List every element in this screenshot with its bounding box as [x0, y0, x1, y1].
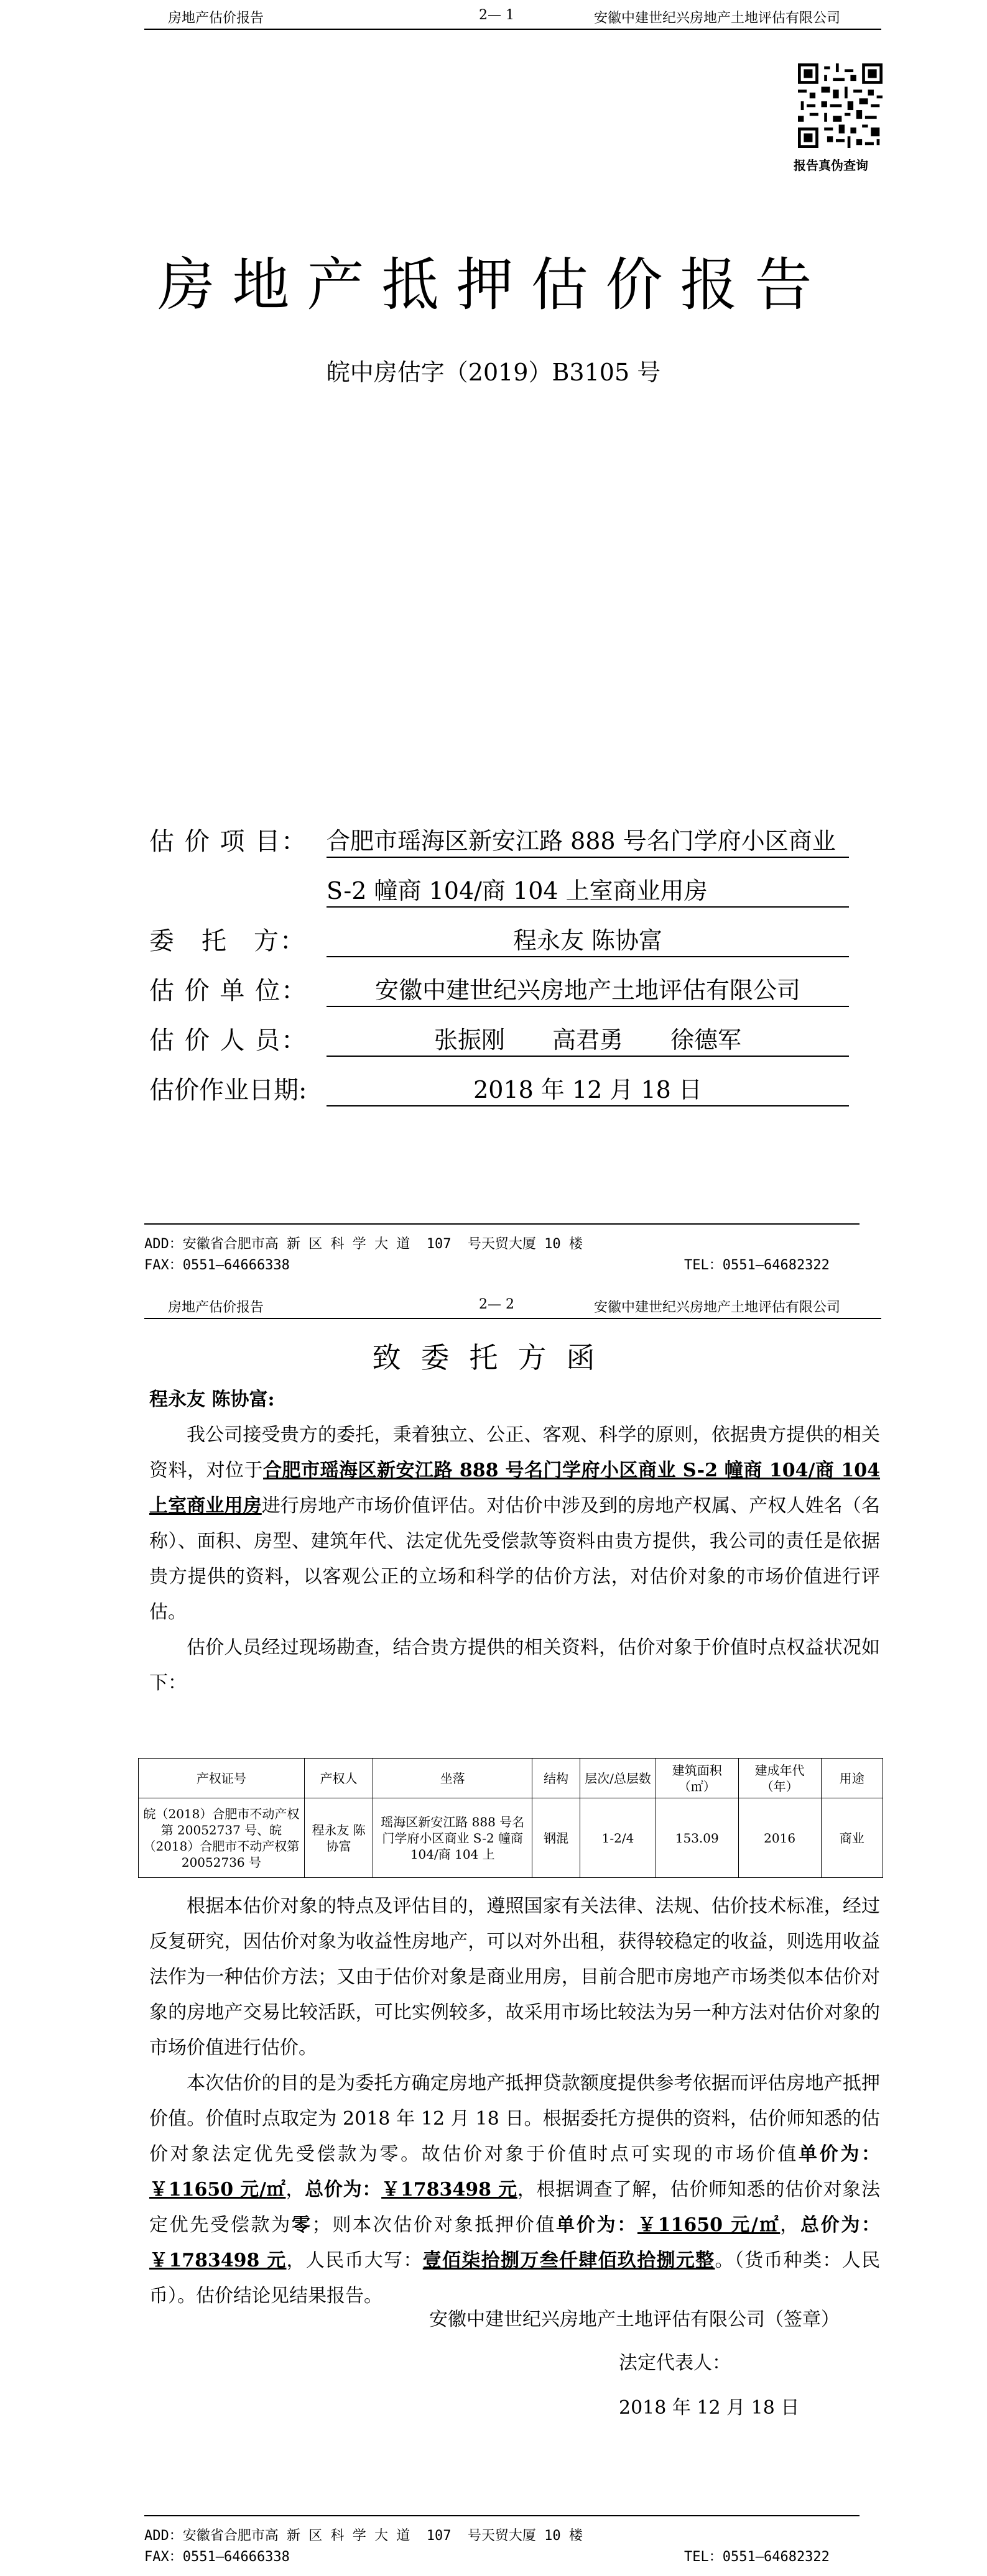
capital-amount: 壹佰柒拾捌万叁仟肆佰玖拾捌元整: [422, 2250, 715, 2271]
total-price: ￥1783498 元: [149, 2250, 287, 2271]
underline: [327, 857, 849, 858]
table-cell: 商业: [821, 1798, 883, 1878]
underline: [327, 956, 849, 957]
table-cell: 153.09: [656, 1798, 738, 1878]
p2-text: 估价人员经过现场勘查，结合贵方提供的相关资料，估价对象于价值时点权益状况如下：: [149, 1637, 880, 1694]
table-cell: 皖（2018）合肥市不动产权第 20052737 号、皖（2018）合肥市不动产权第 20052736 号: [139, 1798, 305, 1878]
table-header: 用途: [821, 1759, 883, 1798]
table-header: 坐落: [373, 1759, 532, 1798]
client-value: 程永友 陈协富: [512, 927, 663, 954]
underline: [327, 1006, 849, 1007]
date-value: 2018 年 12 月 18 日: [473, 1076, 702, 1103]
table-cell: 程永友 陈协富: [304, 1798, 373, 1878]
unit-label: 估 价 单 位：: [149, 977, 308, 1005]
p4-text-d: ，人民币大写：: [286, 2250, 423, 2271]
table-header: 建筑面积（㎡）: [656, 1759, 738, 1798]
report-title: 房地产抵押估价报告: [157, 252, 830, 318]
table-row: [139, 1798, 883, 1878]
footer-tel: TEL：0551—64682322: [684, 1258, 830, 1273]
letter-body-1: [149, 1417, 880, 1701]
footer-rule: [144, 2515, 860, 2516]
footer-fax: FAX：0551—64666338: [144, 1258, 290, 1273]
qr-code-icon: [798, 63, 883, 148]
table-header: 建成年代（年）: [738, 1759, 821, 1798]
footer-address: ADD：安徽省合肥市高 新 区 科 学 大 道 107 号天贸大厦 10 楼: [144, 1236, 583, 1252]
p4-text-b: ，根据调查了解，估价师知悉的估价对象法定优先受偿款为: [149, 2179, 881, 2236]
p3-text: 根据本估价对象的特点及评估目的，遵照国家有关法律、法规、估价技术标准，经过反复研究，因估价对象为收益性房地产，可以对外出租，获得较稳定的收益，则选用收益法作为一种估价方法；又由于估价对象是商业用房，目前合肥市房地产市场类似本估价对象的房地产交易比较活跃，可比实例较多，故采用市场比较法为另一种方法对估价对象的市场价值进行估价。: [149, 1895, 880, 2059]
header-rule: [144, 29, 881, 30]
table-cell: 瑶海区新安江路 888 号名门学府小区商业 S-2 幢商 104/商 104 上: [373, 1798, 532, 1878]
zero-value: 零: [291, 2214, 312, 2236]
client-label: 委 托 方：: [149, 927, 306, 955]
unit-price-label: 单价为：: [556, 2214, 637, 2236]
header-page-number: 2— 2: [479, 1297, 514, 1312]
p1-text-c: 进行房地产市场价值评估。对估价中涉及到的房地产权属、产权人姓名（名称）、面积、房型、建筑年代、法定优先受偿款等资料由贵方提供，我公司的责任是依据贵方提供的资料，以客观公正的立场和科学的估价方法，对估价对象的市场价值进行评估。: [149, 1495, 881, 1623]
p4-text-e: 。（货币种类：人民币）。估价结论见结果报告。: [149, 2250, 881, 2307]
salutation: 程永友 陈协富:: [149, 1389, 275, 1410]
table-cell: 1-2/4: [580, 1798, 656, 1878]
footer-tel: TEL：0551—64682322: [684, 2549, 830, 2565]
date-label: 估价作业日期:: [149, 1076, 307, 1105]
table-header: 产权证号: [139, 1759, 305, 1798]
underline: [327, 1105, 849, 1106]
staff-value: 张振刚 高君勇 徐德军: [433, 1026, 741, 1054]
table-header: 产权人: [304, 1759, 373, 1798]
property-table: [138, 1758, 883, 1878]
header-page-number: 2— 1: [479, 7, 514, 23]
qr-caption: 报告真伪查询: [794, 158, 868, 173]
letter-body-2: 根据本估价对象的特点及评估目的，遵照国家有关法律、法规、估价技术标准，经过反复研究，因估价对象为收益性房地产，可以对外出租，获得较稳定的收益，则选用收益法作为一种估价方法；又由于估价对象是商业用房，目前合肥市房地产市场类似本估价对象的房地产交易比较活跃，可比实例较多，故采用市场比较法为另一种方法对估价对象的市场价值进行估价。 本次估价的目的是为委托方确定房地产抵押贷款额度提供参考依据而评估房地产抵押价值。价值时点取定为 2018 年 12 月 18 日。根据委托方提供的资料，估价师知悉的估价对象法定优先受偿款为零。故估价对象于价值时点可实现的市场价值单价为：￥11650 元/㎡，总价为：￥1783498 元，根据调查了解，估价师知悉的估价对象法定优先受偿款为零；则本次估价对象抵押价值单价为：￥11650 元/㎡，总价为：￥1783498 元，人民币大写：壹佰柒拾捌万叁仟肆佰玖拾捌元整。（货币种类：人民币）。估价结论见结果报告。: [149, 1888, 880, 2314]
total-price-label: 总价为：: [800, 2214, 881, 2236]
p4-text-c: ；则本次估价对象抵押价值: [312, 2214, 557, 2236]
table-cell: 2016: [738, 1798, 821, 1878]
signature-company: 安徽中建世纪兴房地产土地评估有限公司（签章）: [429, 2309, 840, 2330]
project-label: 估 价 项 目：: [149, 827, 308, 856]
unit-value: 安徽中建世纪兴房地产土地评估有限公司: [374, 977, 800, 1004]
header-right: 安徽中建世纪兴房地产土地评估有限公司: [594, 11, 841, 26]
table-header: 层次/总层数: [580, 1759, 656, 1798]
p1-text-a: 我公司接受贵方的委托，秉着独立、公正、客观、科学的原则，依据贵方提供的相关资料，对位于: [149, 1424, 880, 1481]
footer-address: ADD：安徽省合肥市高 新 区 科 学 大 道 107 号天贸大厦 10 楼: [144, 2528, 583, 2544]
letter-title: 致委托方函: [372, 1341, 615, 1374]
underline: [327, 1056, 849, 1057]
project-value-line2: S-2 幢商 104/商 104 上室商业用房: [327, 877, 708, 904]
staff-label: 估 价 人 员：: [149, 1026, 308, 1055]
report-number: 皖中房估字（2019）B3105 号: [326, 359, 661, 386]
footer-fax: FAX：0551—64666338: [144, 2549, 290, 2565]
header-right: 安徽中建世纪兴房地产土地评估有限公司: [594, 1300, 841, 1315]
signature-representative: 法定代表人：: [619, 2352, 731, 2374]
underline: [327, 906, 849, 908]
header-left: 房地产估价报告: [168, 1300, 264, 1315]
unit-price: ￥11650 元/㎡: [149, 2179, 286, 2201]
signature-date: 2018 年 12 月 18 日: [619, 2397, 800, 2419]
table-cell: 钢混: [532, 1798, 580, 1878]
header-left: 房地产估价报告: [168, 11, 264, 26]
total-price: ￥1783498 元: [381, 2179, 517, 2201]
total-price-label: 总价为：: [305, 2179, 382, 2201]
header-rule: [144, 1318, 881, 1319]
property-address: 合肥市瑶海区新安江路 888 号名门学府小区商业 S-2 幢商 104/商 104 上室商业用房: [149, 1460, 881, 1517]
table-header-row: [139, 1759, 883, 1798]
p4-text-a: 本次估价的目的是为委托方确定房地产抵押贷款额度提供参考依据而评估房地产抵押价值。价值时点取定为 2018 年 12 月 18 日。根据委托方提供的资料，估价师知悉的估价对象法定优先受偿款为零。故估价对象于价值时点可实现的市场价值: [149, 2072, 880, 2165]
project-value-line1: 合肥市瑶海区新安江路 888 号名门学府小区商业: [327, 827, 836, 855]
table-header: 结构: [532, 1759, 580, 1798]
unit-price: ￥11650 元/㎡: [637, 2214, 781, 2236]
footer-rule: [144, 1223, 860, 1225]
unit-price-label: 单价为：: [798, 2143, 881, 2165]
